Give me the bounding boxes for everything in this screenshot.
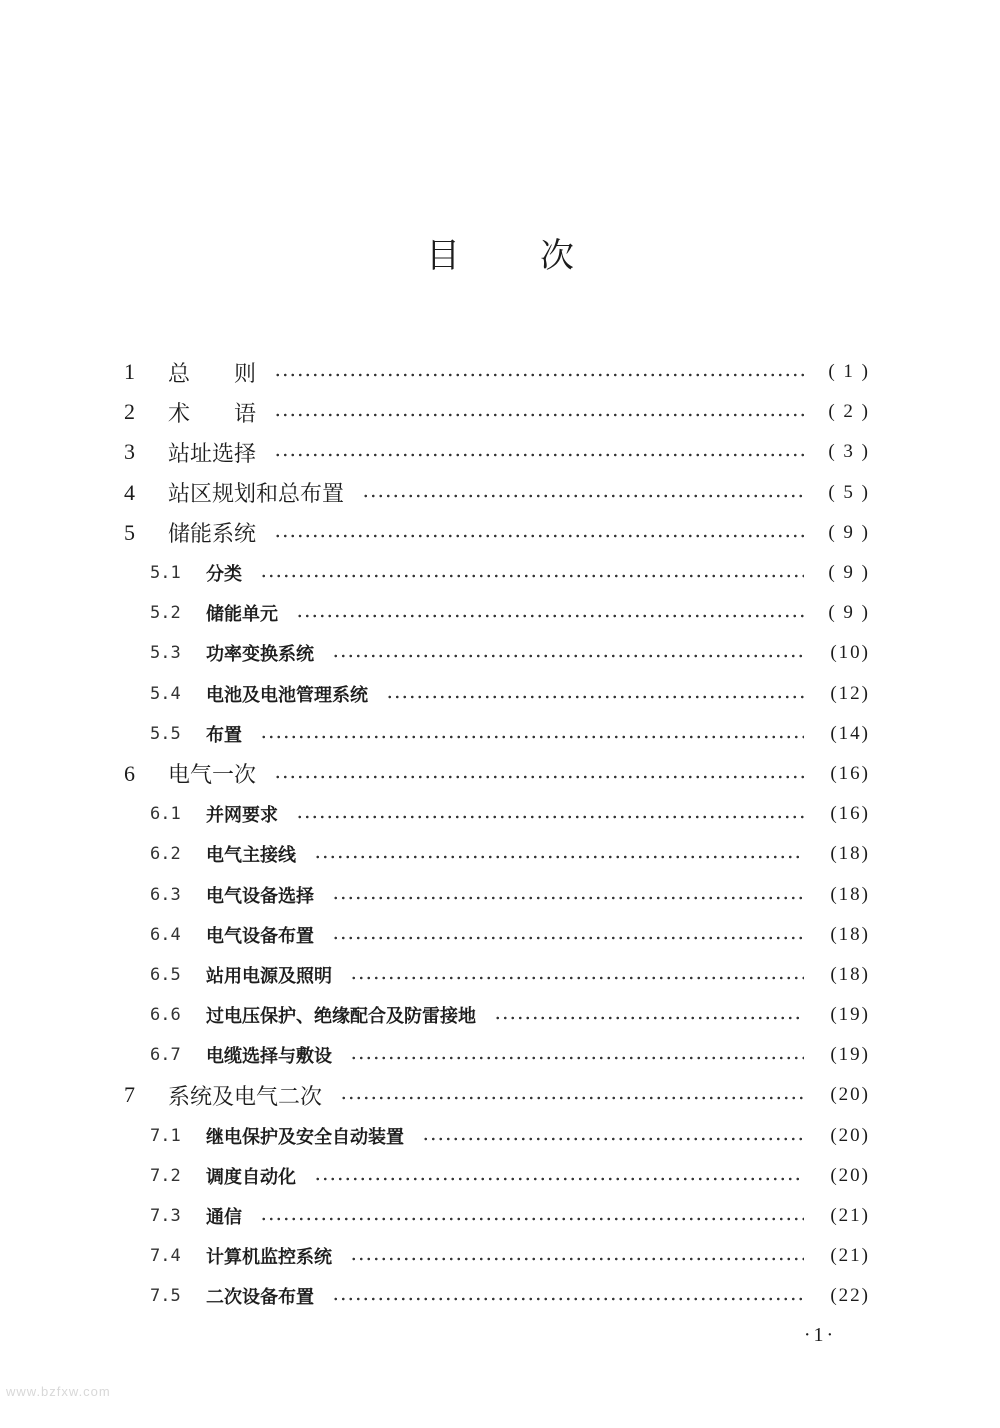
dot-leader: [350, 1257, 804, 1261]
toc-entry-page: (10): [830, 642, 870, 664]
dot-leader: [314, 1177, 804, 1181]
toc-entry-page: (20): [830, 1124, 870, 1146]
toc-entry-title: 调度自动化: [206, 1166, 296, 1188]
toc-subentry: [118, 593, 870, 633]
toc-entry-title: 站用电源及照明: [206, 965, 332, 987]
toc-entry-page: (18): [830, 963, 870, 985]
toc-subentry: [118, 633, 870, 673]
dot-leader: [332, 896, 804, 900]
toc-entry-title: 系统及电气二次: [168, 1084, 323, 1110]
title-char-1: 目: [426, 236, 460, 276]
toc-entry-title: 电缆选择与敷设: [206, 1046, 332, 1068]
toc-entry-number: 6.1: [150, 804, 181, 825]
dot-leader: [296, 815, 804, 819]
toc-entry-title: 布置: [206, 724, 242, 746]
dot-leader: [332, 654, 804, 658]
page-number: ·1·: [803, 1324, 837, 1346]
toc-entry-title: 电池及电池管理系统: [206, 684, 368, 706]
dot-leader: [274, 413, 804, 417]
toc-entry-title: 功率变换系统: [206, 644, 314, 666]
dot-leader: [260, 735, 804, 739]
toc-entry-page: (19): [830, 1044, 870, 1066]
toc-entry-number: 2: [124, 399, 135, 425]
toc-subentry: [118, 794, 870, 834]
toc-entry-title: 站区规划和总布置: [168, 482, 345, 508]
toc-entry-number: 7.1: [150, 1125, 181, 1146]
toc-subentry: [118, 714, 870, 754]
toc-entry-title: 继电保护及安全自动装置: [206, 1126, 404, 1148]
toc-entry-number: 5.5: [150, 723, 181, 744]
toc-entry-page: (21): [830, 1205, 870, 1227]
toc-entry-page: (21): [830, 1245, 870, 1267]
dot-leader: [332, 936, 804, 940]
toc-entry-title: 电气设备选择: [206, 885, 314, 907]
dot-leader: [350, 976, 804, 980]
toc-entry-number: 7: [124, 1082, 135, 1108]
toc-entry-number: 7.2: [150, 1165, 181, 1186]
toc-entry-number: 1: [124, 359, 135, 385]
toc-entry: [118, 432, 870, 472]
toc-entry-number: 5.2: [150, 603, 181, 624]
toc-entry-title: 过电压保护、绝缘配合及防雷接地: [206, 1006, 476, 1028]
toc-subentry: [118, 995, 870, 1035]
watermark: www.bzfxw.com: [6, 1384, 111, 1399]
toc-entry-title: 电气主接线: [206, 845, 296, 867]
toc-entry-title: 通信: [206, 1207, 242, 1229]
title-char-2: 次: [540, 236, 574, 276]
toc-entry-number: 5.3: [150, 643, 181, 664]
toc-subentry: [118, 874, 870, 914]
dot-leader: [340, 1096, 804, 1100]
toc-entry-page: (19): [830, 1004, 870, 1026]
toc-entry-number: 6.3: [150, 884, 181, 905]
toc-entry: [118, 754, 870, 794]
toc-entry-number: 6: [124, 760, 135, 786]
toc-entry-title: 电气设备布置: [206, 925, 314, 947]
toc-entry-title: 分类: [206, 564, 242, 586]
toc-entry-page: ( 2 ): [828, 401, 870, 423]
toc-entry-page: (16): [830, 803, 870, 825]
toc-entry-title: 二次设备布置: [206, 1287, 314, 1309]
toc-entry-page: ( 9 ): [828, 521, 870, 543]
toc-entry-page: (20): [830, 1164, 870, 1186]
toc-entry-page: ( 1 ): [828, 361, 870, 383]
dot-leader: [274, 373, 804, 377]
toc-entry-number: 7.5: [150, 1286, 181, 1307]
toc-entry-number: 5.1: [150, 563, 181, 584]
toc-entry: [118, 513, 870, 553]
toc-entry-page: (16): [830, 762, 870, 784]
toc-subentry: [118, 955, 870, 995]
toc-entry-number: 6.7: [150, 1045, 181, 1066]
toc-subentry: [118, 1196, 870, 1236]
toc-subentry: [118, 834, 870, 874]
toc-entry-number: 6.4: [150, 924, 181, 945]
toc-entry: [118, 392, 870, 432]
toc-subentry: [118, 915, 870, 955]
toc-entry-title: 术 语: [168, 401, 257, 427]
dot-leader: [386, 695, 804, 699]
dot-leader: [260, 574, 804, 578]
toc-entry-title: 储能单元: [206, 604, 278, 626]
toc-entry-number: 5.4: [150, 683, 181, 704]
toc-entry-number: 5: [124, 519, 135, 545]
toc-subentry: [118, 1156, 870, 1196]
toc-entry-page: (18): [830, 843, 870, 865]
toc-entry-page: (12): [830, 682, 870, 704]
toc-entry: [118, 1075, 870, 1115]
toc-entry-title: 计算机监控系统: [206, 1247, 332, 1269]
toc-entry-number: 6.6: [150, 1005, 181, 1026]
dot-leader: [274, 453, 804, 457]
toc-entry-number: 3: [124, 439, 135, 465]
dot-leader: [260, 1217, 804, 1221]
toc-entry-page: ( 5 ): [828, 481, 870, 503]
toc-entry-page: (14): [830, 722, 870, 744]
toc-entry-title: 储能系统: [168, 522, 257, 548]
toc-entry-title: 站址选择: [168, 441, 257, 467]
dot-leader: [494, 1016, 804, 1020]
toc-subentry: [118, 1236, 870, 1276]
toc-entry-page: (18): [830, 923, 870, 945]
toc-entry: [118, 473, 870, 513]
dot-leader: [332, 1297, 804, 1301]
toc-subentry: [118, 553, 870, 593]
page-title: [0, 228, 1000, 277]
toc-entry: [118, 352, 870, 392]
table-of-contents: [118, 352, 870, 1317]
toc-entry-page: (20): [830, 1084, 870, 1106]
toc-entry-page: ( 3 ): [828, 441, 870, 463]
dot-leader: [274, 534, 804, 538]
toc-subentry: [118, 1035, 870, 1075]
toc-entry-number: 7.3: [150, 1206, 181, 1227]
toc-entry-page: (18): [830, 883, 870, 905]
toc-entry-page: ( 9 ): [828, 562, 870, 584]
toc-entry-number: 7.4: [150, 1246, 181, 1267]
toc-entry-title: 总 则: [168, 361, 257, 387]
dot-leader: [422, 1137, 804, 1141]
dot-leader: [274, 775, 804, 779]
dot-leader: [314, 855, 804, 859]
toc-subentry: [118, 1276, 870, 1316]
toc-subentry: [118, 674, 870, 714]
toc-entry-number: 6.2: [150, 844, 181, 865]
dot-leader: [350, 1056, 804, 1060]
toc-entry-number: 6.5: [150, 964, 181, 985]
toc-entry-title: 并网要求: [206, 805, 278, 827]
toc-entry-number: 4: [124, 479, 135, 505]
dot-leader: [362, 494, 804, 498]
toc-entry-page: ( 9 ): [828, 602, 870, 624]
toc-entry-page: (22): [830, 1285, 870, 1307]
toc-entry-title: 电气一次: [168, 763, 257, 789]
toc-subentry: [118, 1116, 870, 1156]
dot-leader: [296, 614, 804, 618]
